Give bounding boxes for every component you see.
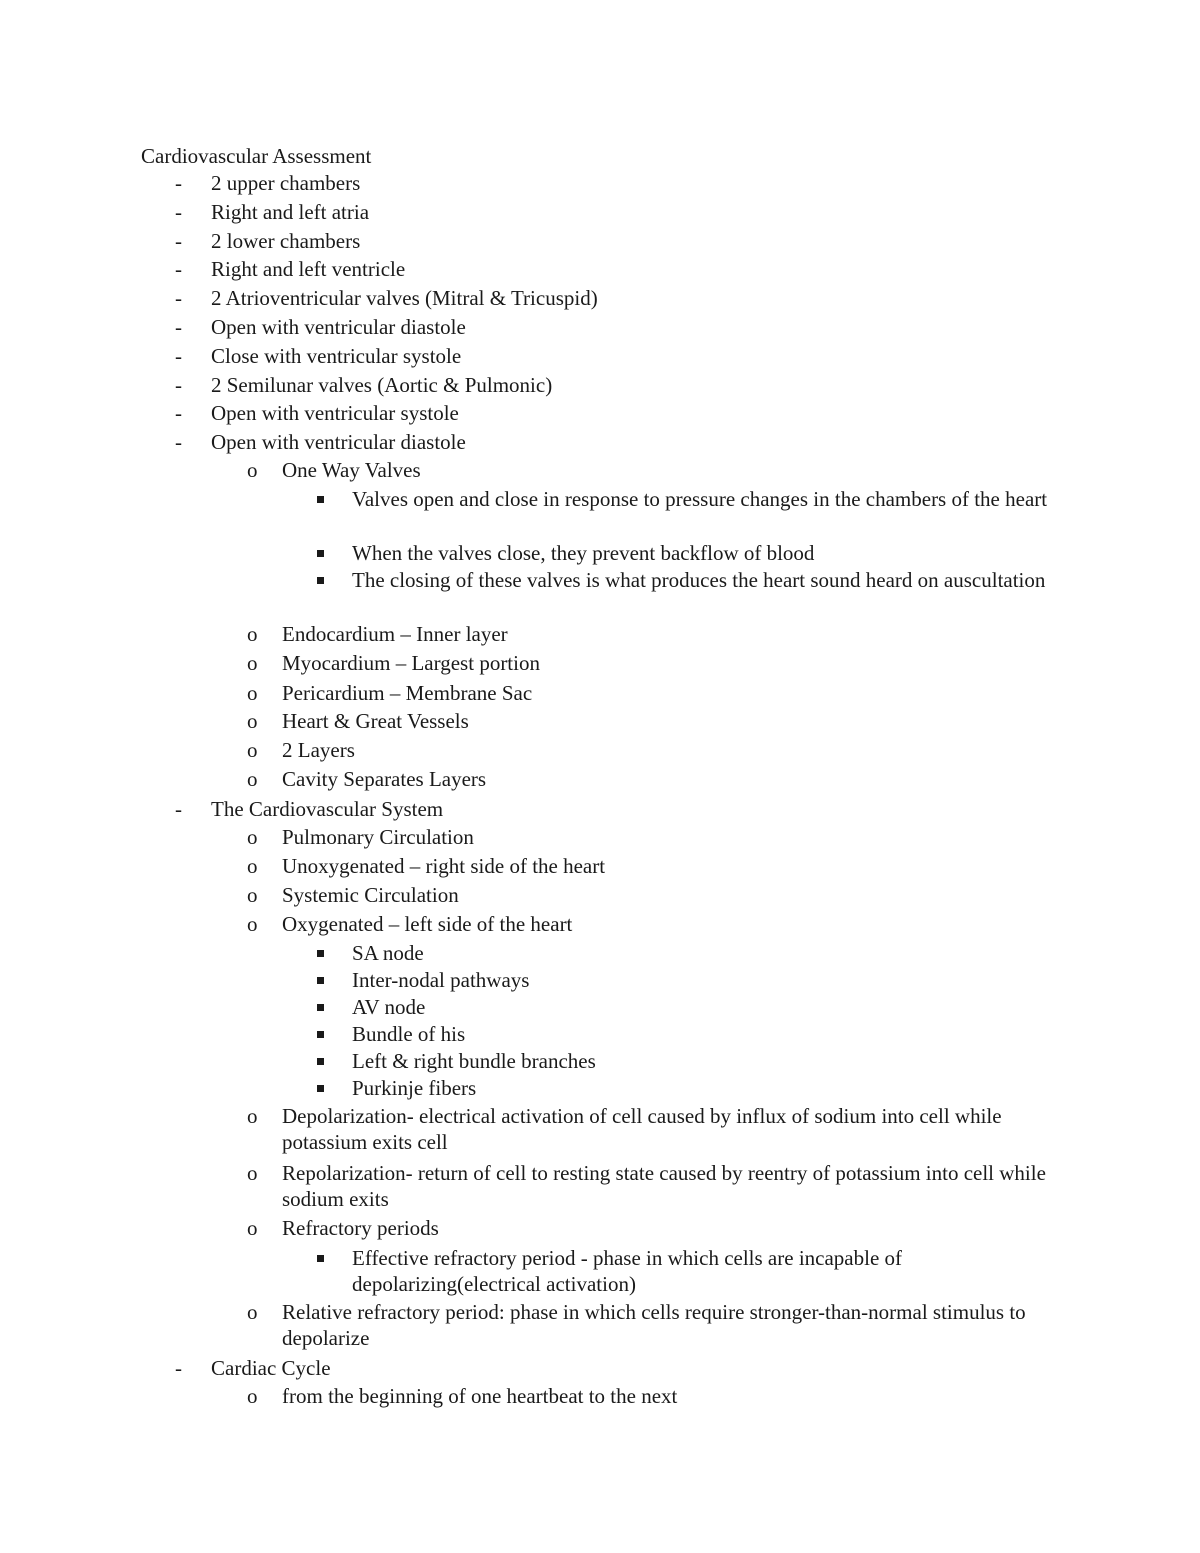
list-item-text: Endocardium – Inner layer xyxy=(282,622,508,646)
list-item-text: Oxygenated – left side of the heart xyxy=(282,912,573,936)
list-item-text: AV node xyxy=(352,995,426,1019)
circle-bullet: o xyxy=(247,883,258,907)
square-bullet-shape xyxy=(317,1004,324,1011)
square-bullet-icon xyxy=(317,1245,324,1271)
list-item-text: Cavity Separates Layers xyxy=(282,767,487,791)
list-item-text: When the valves close, they prevent backflow of blood xyxy=(352,541,815,565)
dash-bullet: - xyxy=(175,171,182,195)
circle-bullet: o xyxy=(247,854,258,878)
square-bullet-shape xyxy=(317,950,324,957)
list-item-text: Effective refractory period - phase in which cells are incapable of depolarizing(electrical activation) xyxy=(352,1246,903,1296)
square-bullet-shape xyxy=(317,1058,324,1065)
list-item-text: Right and left ventricle xyxy=(211,257,406,281)
list-item-text: Repolarization- return of cell to resting state caused by reentry of potassium into cell while sodium exits xyxy=(282,1161,1046,1211)
circle-bullet: o xyxy=(247,709,258,733)
list-item-text: The Cardiovascular System xyxy=(211,797,444,821)
list-item-text: Myocardium – Largest portion xyxy=(282,651,540,675)
list-item-text: 2 Atrioventricular valves (Mitral & Tricuspid) xyxy=(211,286,598,310)
dash-bullet: - xyxy=(175,200,182,224)
list-item-text: Unoxygenated – right side of the heart xyxy=(282,854,606,878)
square-bullet-shape xyxy=(317,550,324,557)
dash-bullet: - xyxy=(175,1356,182,1380)
dash-bullet: - xyxy=(175,229,182,253)
list-item-text: Pulmonary Circulation xyxy=(282,825,474,849)
list-item-text: Open with ventricular diastole xyxy=(211,315,466,339)
dash-bullet: - xyxy=(175,401,182,425)
square-bullet-icon xyxy=(317,940,324,966)
list-item-text: 2 upper chambers xyxy=(211,171,361,195)
square-bullet-icon xyxy=(317,540,324,566)
circle-bullet: o xyxy=(247,681,258,705)
circle-bullet: o xyxy=(247,767,258,791)
square-bullet-icon xyxy=(317,1021,324,1047)
list-item-text: The closing of these valves is what produces the heart sound heard on auscultation xyxy=(352,568,1046,592)
dash-bullet: - xyxy=(175,344,182,368)
square-bullet-icon xyxy=(317,567,324,593)
list-item-text: from the beginning of one heartbeat to the next xyxy=(282,1384,678,1408)
list-item-text: 2 Layers xyxy=(282,738,355,762)
square-bullet-icon xyxy=(317,1048,324,1074)
list-item-text: Open with ventricular systole xyxy=(211,401,459,425)
square-bullet-icon xyxy=(317,1075,324,1101)
list-item-text: SA node xyxy=(352,941,424,965)
circle-bullet: o xyxy=(247,458,258,482)
dash-bullet: - xyxy=(175,373,182,397)
square-bullet-shape xyxy=(317,1085,324,1092)
list-item-text: Purkinje fibers xyxy=(352,1076,477,1100)
circle-bullet: o xyxy=(247,738,258,762)
circle-bullet: o xyxy=(247,912,258,936)
dash-bullet: - xyxy=(175,257,182,281)
list-item-text: Systemic Circulation xyxy=(282,883,459,907)
circle-bullet: o xyxy=(247,1384,258,1408)
list-item-text: 2 Semilunar valves (Aortic & Pulmonic) xyxy=(211,373,553,397)
square-bullet-shape xyxy=(317,577,324,584)
list-item-text: Right and left atria xyxy=(211,200,370,224)
list-item-text: Pericardium – Membrane Sac xyxy=(282,681,533,705)
circle-bullet: o xyxy=(247,825,258,849)
list-item-text: 2 lower chambers xyxy=(211,229,361,253)
circle-bullet: o xyxy=(247,1104,258,1128)
square-bullet-shape xyxy=(317,496,324,503)
dash-bullet: - xyxy=(175,286,182,310)
circle-bullet: o xyxy=(247,1161,258,1185)
circle-bullet: o xyxy=(247,651,258,675)
list-item-text: Depolarization- electrical activation of cell caused by influx of sodium into cell while potassium exits cell xyxy=(282,1104,1002,1154)
square-bullet-shape xyxy=(317,977,324,984)
dash-bullet: - xyxy=(175,797,182,821)
list-item-text: Left & right bundle branches xyxy=(352,1049,596,1073)
list-item-text: Cardiac Cycle xyxy=(211,1356,331,1380)
list-item-text: Heart & Great Vessels xyxy=(282,709,469,733)
list-item-text: Open with ventricular diastole xyxy=(211,430,466,454)
square-bullet-icon xyxy=(317,994,324,1020)
list-item-text: Close with ventricular systole xyxy=(211,344,462,368)
list-item-text: Valves open and close in response to pressure changes in the chambers of the heart xyxy=(352,487,1048,511)
list-item-text: Bundle of his xyxy=(352,1022,466,1046)
list-item-text: Refractory periods xyxy=(282,1216,439,1240)
circle-bullet: o xyxy=(247,1300,258,1324)
square-bullet-icon xyxy=(317,486,324,512)
dash-bullet: - xyxy=(175,315,182,339)
document-title: Cardiovascular Assessment xyxy=(141,144,372,168)
square-bullet-icon xyxy=(317,967,324,993)
list-item-text: Relative refractory period: phase in which cells require stronger-than-normal stimulus to depolarize xyxy=(282,1300,1026,1350)
circle-bullet: o xyxy=(247,1216,258,1240)
square-bullet-shape xyxy=(317,1031,324,1038)
square-bullet-shape xyxy=(317,1255,324,1262)
dash-bullet: - xyxy=(175,430,182,454)
circle-bullet: o xyxy=(247,622,258,646)
list-item-text: Inter-nodal pathways xyxy=(352,968,530,992)
list-item-text: One Way Valves xyxy=(282,458,421,482)
